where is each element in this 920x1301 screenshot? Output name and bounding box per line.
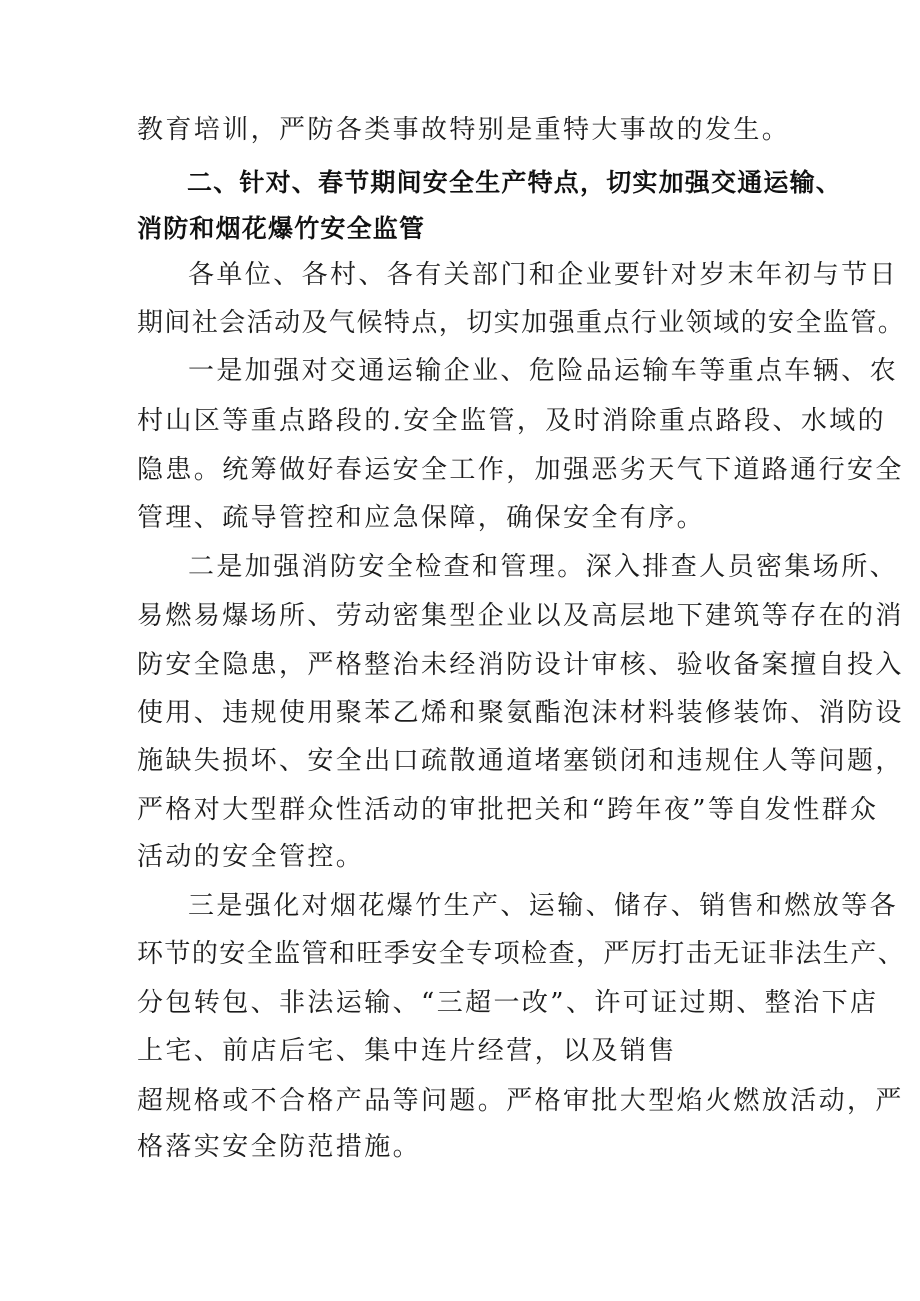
paragraph-1-line: 各单位、各村、各有关部门和企业要针对岁末年初与节日 <box>188 260 899 290</box>
paragraph-4-line: 上宅、前店后宅、集中连片经营，以及销售 <box>137 1036 677 1066</box>
paragraph-4-line: 分包转包、非法运输、“三超一改”、许可证过期、整治下店 <box>137 988 879 1018</box>
paragraph-3-line: 严格对大型群众性活动的审批把关和“跨年夜”等自发性群众 <box>137 795 879 825</box>
paragraph-3-line: 防安全隐患，严格整治未经消防设计审核、验收备案擅自投入 <box>137 650 904 680</box>
paragraph-3-line: 施缺失损坏、安全出口疏散通道堵塞锁闭和违规住人等问题， <box>137 746 904 776</box>
paragraph-3-line: 易燃易爆场所、劳动密集型企业以及高层地下建筑等存在的消 <box>137 601 904 631</box>
paragraph-4-line: 格落实安全防范措施。 <box>137 1132 422 1162</box>
paragraph-4-line: 超规格或不合格产品等问题。严格审批大型焰火燃放活动，严 <box>137 1086 904 1116</box>
paragraph-1-line: 期间社会活动及气候特点，切实加强重点行业领域的安全监管。 <box>137 308 906 338</box>
paragraph-2-line: 管理、疏导管控和应急保障，确保安全有序。 <box>137 503 706 533</box>
paragraph-2-line: 隐患。统筹做好春运安全工作，加强恶劣天气下道路通行安全 <box>137 455 904 485</box>
section-heading-line: 消防和烟花爆竹安全监管 <box>137 214 426 243</box>
paragraph-4-line: 环节的安全监管和旺季安全专项检查，严厉打击无证非法生产、 <box>137 939 906 969</box>
paragraph-3-line: 使用、违规使用聚苯乙烯和聚氨酯泡沫材料装修装饰、消防设 <box>137 698 904 728</box>
paragraph-3-line: 二是加强消防安全检查和管理。深入排查人员密集场所、 <box>188 552 899 582</box>
paragraph-4-line: 三是强化对烟花爆竹生产、运输、储存、销售和燃放等各 <box>188 891 899 921</box>
paragraph-intro-line: 教育培训，严防各类事故特别是重特大事故的发生。 <box>137 115 791 145</box>
paragraph-2-line: 一是加强对交通运输企业、危险品运输车等重点车辆、农 <box>188 356 899 386</box>
section-heading-line: 二、针对、春节期间安全生产特点，切实加强交通运输、 <box>187 168 843 197</box>
paragraph-3-line: 活动的安全管控。 <box>137 842 365 872</box>
paragraph-2-line: 村山区等重点路段的.安全监管，及时消除重点路段、水域的 <box>137 406 887 436</box>
